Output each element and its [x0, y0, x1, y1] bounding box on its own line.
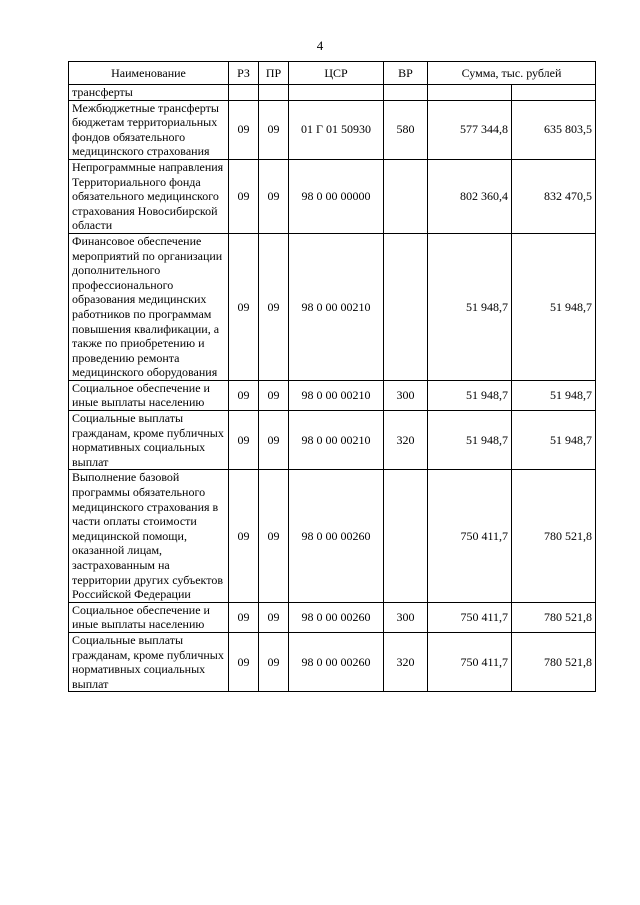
row-sum-2: 51 948,7 [512, 411, 596, 470]
row-vr: 580 [384, 100, 428, 159]
row-sum-1: 750 411,7 [428, 470, 512, 602]
table-row [69, 380, 596, 410]
row-sum-1 [428, 85, 512, 101]
row-rz: 09 [229, 233, 259, 380]
row-vr [384, 233, 428, 380]
row-name: Выполнение базовой программы обязательного медицинского страхования в части оплаты стоимости медицинской помощи, оказанной лицам, застрахованным на территории других субъектов Российской Федерации [69, 470, 229, 602]
table-row [69, 411, 596, 470]
header-name: Наименование [69, 62, 229, 85]
budget-table [68, 61, 596, 692]
table-row [69, 632, 596, 691]
row-name: Финансовое обеспечение мероприятий по организации дополнительного профессионального образования медицинских работников по программам повышения квалификации, а также по приобретению и проведению ремонта медицинского оборудования [69, 233, 229, 380]
row-sum-1: 51 948,7 [428, 380, 512, 410]
row-csr: 98 0 00 00260 [289, 470, 384, 602]
table-row [69, 85, 596, 101]
row-sum-1: 802 360,4 [428, 159, 512, 233]
row-name: Социальное обеспечение и иные выплаты населению [69, 380, 229, 410]
row-pr: 09 [259, 632, 289, 691]
row-sum-2: 51 948,7 [512, 233, 596, 380]
row-pr: 09 [259, 233, 289, 380]
row-rz: 09 [229, 602, 259, 632]
row-vr: 300 [384, 380, 428, 410]
table-row [69, 602, 596, 632]
row-csr: 98 0 00 00210 [289, 380, 384, 410]
row-sum-2: 780 521,8 [512, 602, 596, 632]
row-sum-1: 577 344,8 [428, 100, 512, 159]
row-rz [229, 85, 259, 101]
row-name: Социальные выплаты гражданам, кроме публичных нормативных социальных выплат [69, 632, 229, 691]
row-rz: 09 [229, 100, 259, 159]
row-sum-1: 51 948,7 [428, 233, 512, 380]
table-row [69, 159, 596, 233]
table-header-row [69, 62, 596, 85]
row-sum-2 [512, 85, 596, 101]
row-csr: 01 Г 01 50930 [289, 100, 384, 159]
row-pr: 09 [259, 159, 289, 233]
table-row [69, 470, 596, 602]
row-csr: 98 0 00 00000 [289, 159, 384, 233]
row-vr: 320 [384, 411, 428, 470]
row-csr: 98 0 00 00260 [289, 602, 384, 632]
row-pr: 09 [259, 470, 289, 602]
row-name: Межбюджетные трансферты бюджетам территориальных фондов обязательного медицинского страхования [69, 100, 229, 159]
row-csr: 98 0 00 00260 [289, 632, 384, 691]
row-sum-2: 780 521,8 [512, 470, 596, 602]
row-rz: 09 [229, 470, 259, 602]
row-pr: 09 [259, 602, 289, 632]
row-pr: 09 [259, 411, 289, 470]
row-sum-1: 51 948,7 [428, 411, 512, 470]
header-pr: ПР [259, 62, 289, 85]
row-vr: 300 [384, 602, 428, 632]
row-name: Социальное обеспечение и иные выплаты населению [69, 602, 229, 632]
row-rz: 09 [229, 380, 259, 410]
row-vr [384, 85, 428, 101]
row-sum-1: 750 411,7 [428, 632, 512, 691]
row-sum-1: 750 411,7 [428, 602, 512, 632]
row-vr: 320 [384, 632, 428, 691]
row-rz: 09 [229, 632, 259, 691]
row-csr [289, 85, 384, 101]
header-rz: РЗ [229, 62, 259, 85]
row-name: Социальные выплаты гражданам, кроме публичных нормативных социальных выплат [69, 411, 229, 470]
table-row [69, 233, 596, 380]
row-sum-2: 780 521,8 [512, 632, 596, 691]
row-vr [384, 159, 428, 233]
header-vr: ВР [384, 62, 428, 85]
row-name: трансферты [69, 85, 229, 101]
row-pr [259, 85, 289, 101]
table-row [69, 100, 596, 159]
row-pr: 09 [259, 100, 289, 159]
row-rz: 09 [229, 159, 259, 233]
row-csr: 98 0 00 00210 [289, 411, 384, 470]
row-sum-2: 832 470,5 [512, 159, 596, 233]
header-csr: ЦСР [289, 62, 384, 85]
row-rz: 09 [229, 411, 259, 470]
row-name: Непрограммные направления Территориального фонда обязательного медицинского страхования Новосибирской области [69, 159, 229, 233]
row-vr [384, 470, 428, 602]
row-pr: 09 [259, 380, 289, 410]
header-sum: Сумма, тыс. рублей [428, 62, 596, 85]
row-sum-2: 635 803,5 [512, 100, 596, 159]
row-sum-2: 51 948,7 [512, 380, 596, 410]
row-csr: 98 0 00 00210 [289, 233, 384, 380]
page-number: 4 [316, 38, 324, 53]
